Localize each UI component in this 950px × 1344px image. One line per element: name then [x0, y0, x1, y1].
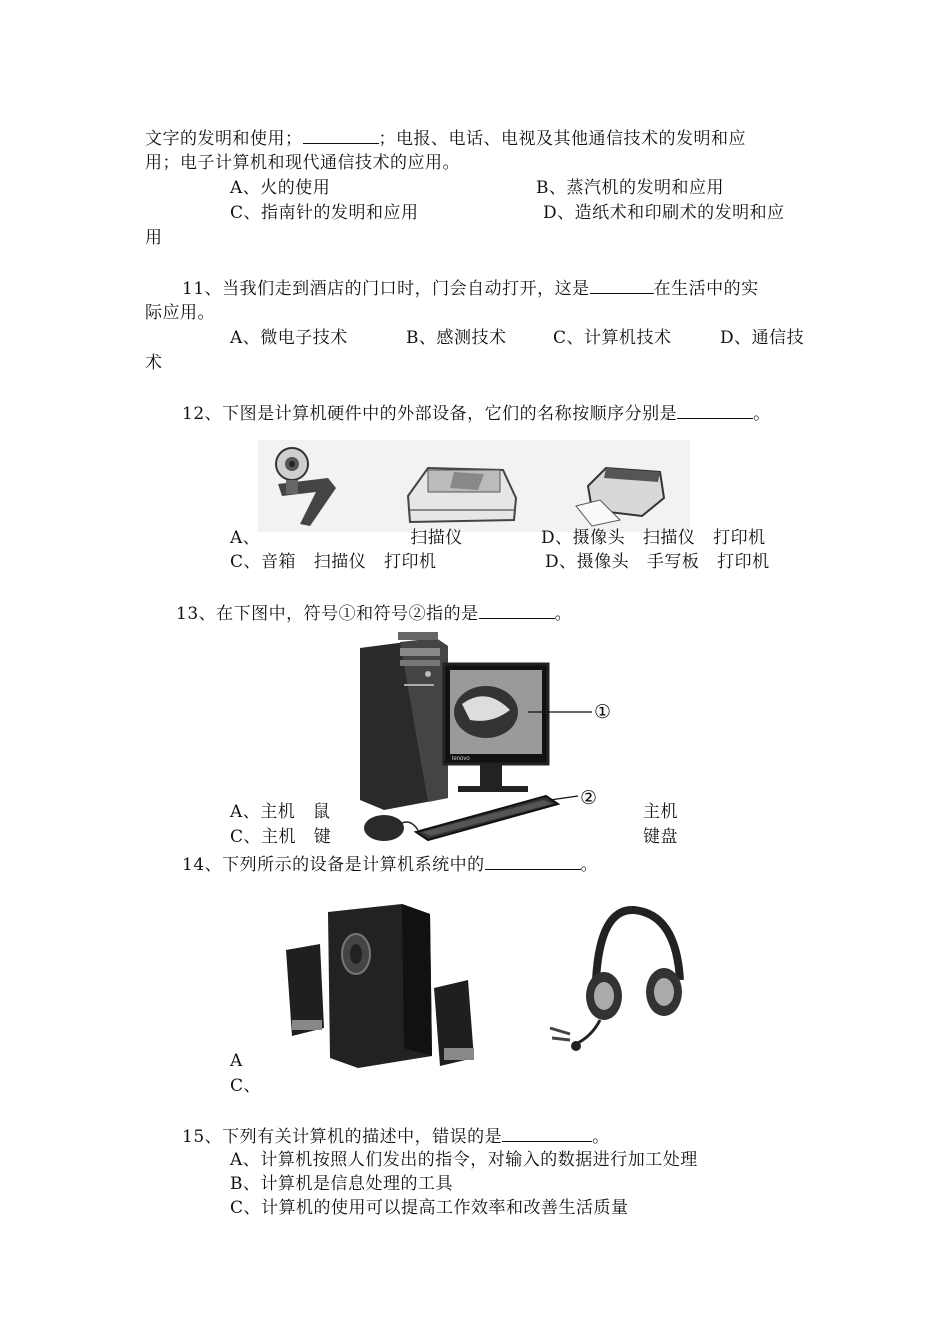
- q12-stem: [182, 401, 771, 426]
- q12-option-c: [230, 550, 436, 574]
- answer-blank[interactable]: [485, 852, 581, 870]
- q12-option-b: [541, 526, 766, 550]
- q13-option-a-item2: 鼠: [313, 802, 331, 822]
- callout-label-2: ②: [580, 787, 598, 809]
- headset-icon: [550, 910, 682, 1051]
- q13-option-a-item1: A、主机: [230, 802, 296, 822]
- q15-option-b: B、计算机是信息处理的工具: [230, 1174, 453, 1194]
- q10-stem-part2: ；电报、电话、电视及其他通信技术的发明和应: [378, 129, 746, 149]
- answer-blank[interactable]: [677, 401, 753, 419]
- q15-option-a: A、计算机按照人们发出的指令，对输入的数据进行加工处理: [230, 1150, 698, 1170]
- q15-stem-end: 。: [592, 1127, 610, 1147]
- q11-option-a: A、微电子技术: [230, 328, 348, 348]
- q13-option-a: [230, 800, 331, 824]
- q14-stem-end: 。: [580, 855, 599, 875]
- audio-devices-figure: [270, 888, 702, 1086]
- q12-option-c-item2: 扫描仪: [313, 552, 367, 572]
- q10-stem-part1: 文字的发明和使用；: [145, 129, 303, 149]
- computer-tower-icon: [360, 632, 448, 810]
- q11-stem-part1: 11、当我们走到酒店的门口时，门会自动打开，这是: [182, 279, 590, 299]
- q12-option-c-item1: C、音箱: [230, 552, 297, 572]
- answer-blank[interactable]: [479, 601, 555, 619]
- q11-stem-line1: [182, 276, 759, 301]
- q12-option-c-item3: 打印机: [383, 552, 437, 572]
- q12-option-b-item2: 扫描仪: [642, 528, 696, 548]
- speaker-system-icon: [286, 904, 474, 1068]
- q10-option-d-wrap: 用: [145, 228, 163, 248]
- q12-option-b-item3: 打印机: [713, 528, 766, 548]
- q12-option-a-scanner: 扫描仪: [410, 528, 463, 548]
- q14-option-c: C、: [230, 1076, 262, 1096]
- q12-option-a-label: A、: [230, 528, 261, 548]
- q12-option-b-item1: D、摄像头: [541, 528, 626, 548]
- answer-blank[interactable]: [502, 1124, 592, 1142]
- computer-figure: [340, 624, 630, 854]
- q11-option-b: B、感测技术: [406, 328, 507, 348]
- q10-stem-line2: 用；电子计算机和现代通信技术的应用。: [145, 153, 460, 173]
- q11-stem-part2: 在生活中的实: [653, 279, 759, 299]
- callout-label-1: ①: [594, 701, 612, 723]
- q15-stem-text: 15、下列有关计算机的描述中，错误的是: [182, 1127, 503, 1147]
- q14-option-a: A: [230, 1051, 243, 1071]
- q10-option-a: A、火的使用: [230, 178, 331, 198]
- q12-stem-text: 12、下图是计算机硬件中的外部设备，它们的名称按顺序分别是: [182, 404, 678, 424]
- peripherals-figure: [258, 440, 690, 532]
- answer-blank[interactable]: [303, 126, 379, 144]
- monitor-icon: [444, 664, 548, 792]
- q11-option-d: D、通信技: [720, 328, 805, 348]
- q13-stem-end: 。: [554, 604, 573, 624]
- q12-option-d-item3: 打印机: [717, 552, 770, 572]
- q12-option-d-item1: D、摄像头: [545, 552, 630, 572]
- brand-label: lenovo: [452, 756, 470, 762]
- q14-stem: [182, 852, 598, 877]
- answer-blank[interactable]: [590, 276, 654, 294]
- q12-option-d-item2: 手写板: [646, 552, 700, 572]
- q10-stem-line1: [145, 126, 746, 151]
- q12-option-a: [230, 526, 463, 550]
- q10-option-d: D、造纸术和印刷术的发明和应: [543, 203, 785, 223]
- q10-option-c: C、指南针的发明和应用: [230, 203, 419, 223]
- q15-option-c: C、计算机的使用可以提高工作效率和改善生活质量: [230, 1198, 629, 1218]
- q10-option-b: B、蒸汽机的发明和应用: [536, 178, 724, 198]
- q12-stem-end: 。: [753, 404, 771, 424]
- q13-option-b-end: 主机: [643, 802, 678, 822]
- q13-option-c-item2: 键: [313, 827, 332, 847]
- q13-option-d-end: 键盘: [643, 827, 678, 847]
- q13-stem-text: 13、在下图中，符号①和符号②指的是: [176, 604, 479, 624]
- callout-line-2: [550, 796, 578, 800]
- q11-stem-line2: 际应用。: [145, 303, 215, 323]
- q15-stem: [182, 1124, 610, 1149]
- q13-stem: [176, 601, 572, 626]
- scanner-icon: [408, 468, 516, 522]
- q11-option-d-wrap: 术: [145, 353, 163, 373]
- q12-option-d: [545, 550, 770, 574]
- q13-option-c: [230, 825, 331, 849]
- q11-option-c: C、计算机技术: [553, 328, 672, 348]
- q14-stem-text: 14、下列所示的设备是计算机系统中的: [182, 855, 485, 875]
- mouse-icon: [364, 815, 418, 841]
- q13-option-c-item1: C、主机: [230, 827, 297, 847]
- keyboard-icon: [416, 796, 558, 840]
